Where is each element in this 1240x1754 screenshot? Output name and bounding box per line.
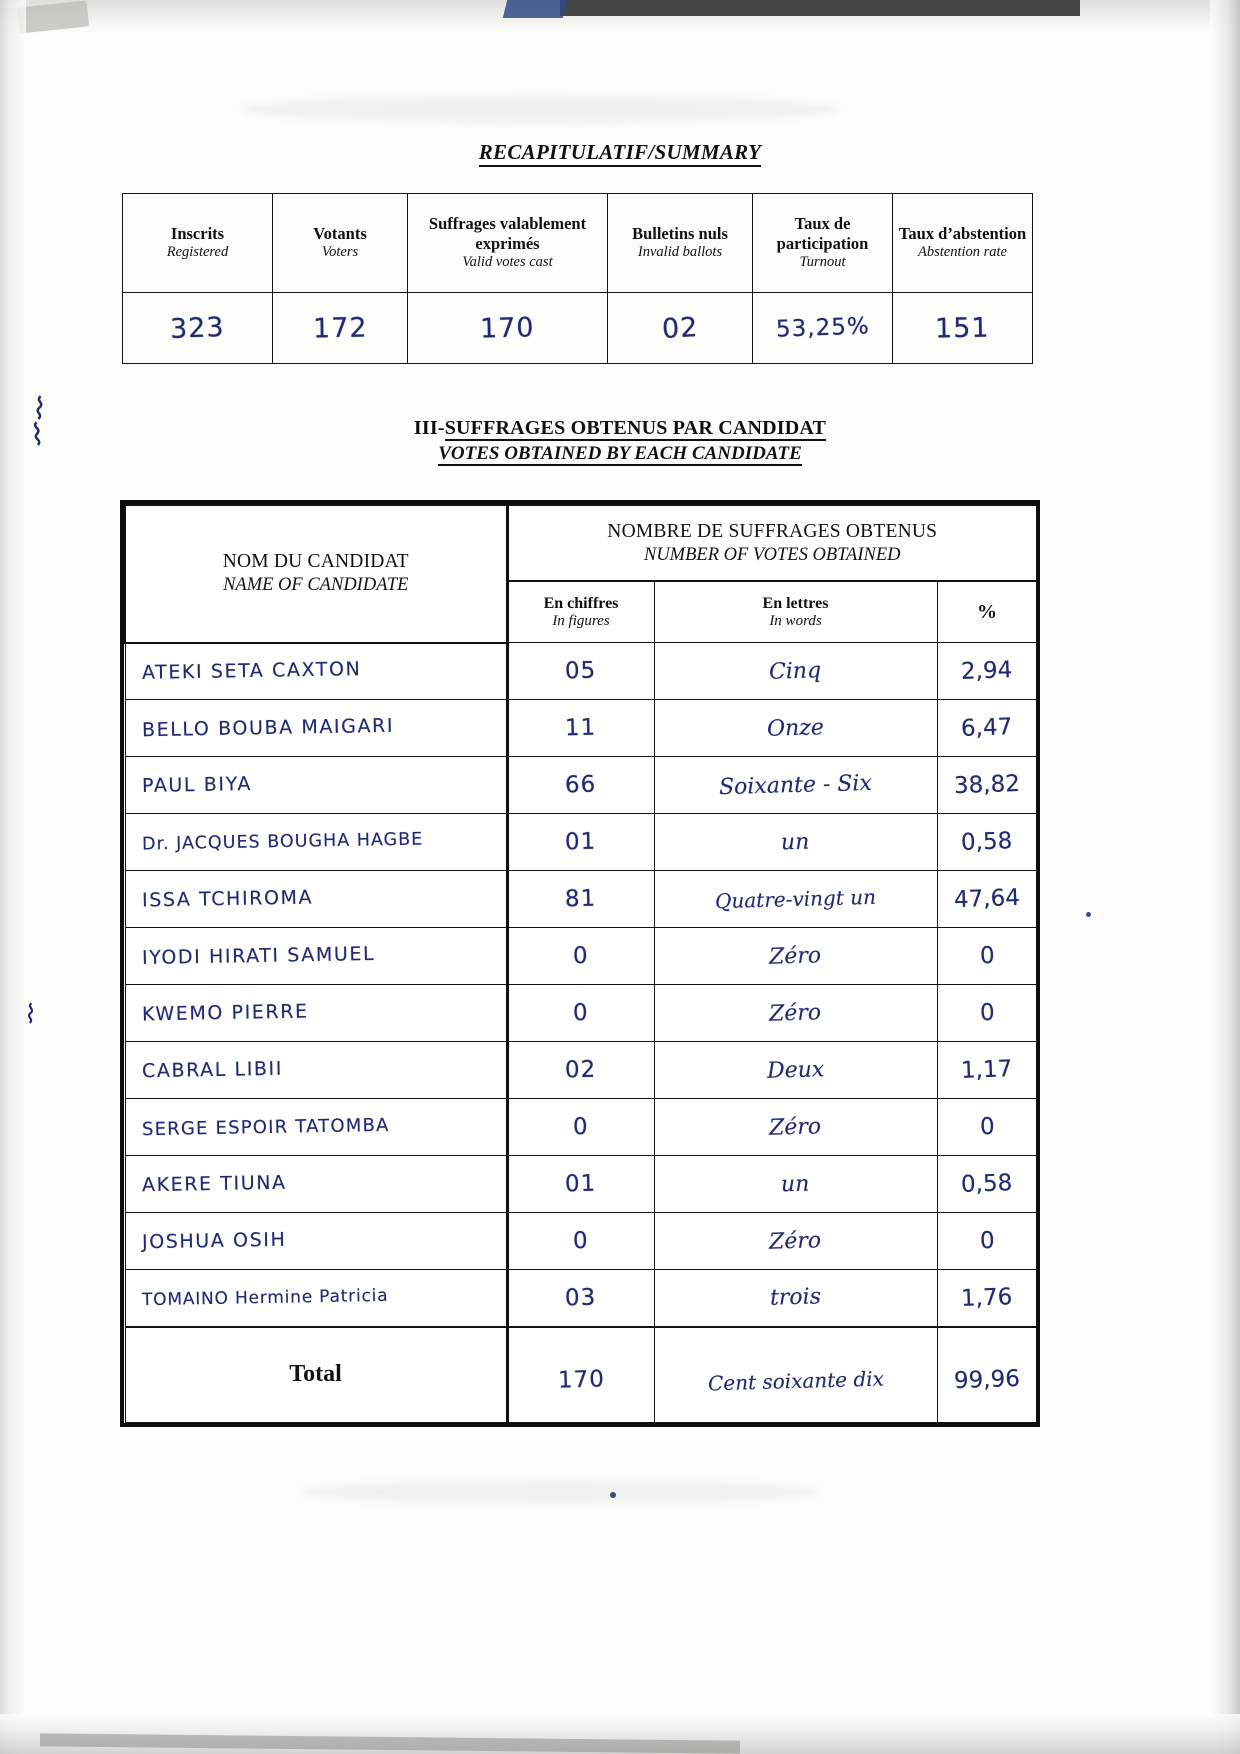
summary-header-abstention [893, 194, 1033, 293]
candidate-figures: 11 [565, 714, 597, 742]
candidate-name: TOMAINO Hermine Patricia [141, 1285, 389, 1310]
table-row [125, 1270, 1037, 1327]
candidate-words: Zéro [769, 999, 822, 1027]
candidate-figures: 01 [565, 1170, 597, 1198]
candidate-figures-cell [507, 928, 654, 985]
candidate-percent-cell [937, 1042, 1037, 1099]
candidate-figures-cell [507, 1156, 654, 1213]
total-figures: 170 [557, 1366, 605, 1394]
header-in-words-en: In words [769, 612, 822, 629]
candidate-table-header-row-main [125, 505, 1037, 581]
candidate-words: Zéro [769, 1227, 822, 1255]
header-votes-obtained [507, 505, 1037, 581]
scan-top-dark-band [560, 0, 1080, 16]
header-percent: % [937, 581, 1037, 643]
candidate-name-cell [125, 1213, 507, 1270]
table-row [125, 1156, 1037, 1213]
candidate-words: Zéro [769, 942, 822, 970]
candidate-figures-cell [507, 1042, 654, 1099]
section-heading [0, 417, 1240, 465]
summary-value-turnout-cell [753, 293, 893, 364]
summary-value-voters-cell [273, 293, 408, 364]
summary-header-abstention-en: Abstention rate [917, 244, 1007, 261]
scan-smudge [300, 1480, 820, 1504]
candidate-name: CABRAL LIBII [141, 1057, 283, 1083]
candidate-words: Quatre-vingt un [714, 884, 877, 914]
candidate-percent: 0 [979, 999, 995, 1027]
candidate-figures: 02 [565, 1056, 597, 1084]
candidate-percent-cell [937, 871, 1037, 928]
candidate-name-cell [125, 871, 507, 928]
summary-value-valid-votes-cell [408, 293, 608, 364]
section-number: III- [413, 417, 445, 439]
candidate-figures: 01 [565, 828, 597, 856]
table-row [125, 1042, 1037, 1099]
scan-right-edge [1210, 0, 1240, 1754]
header-in-figures-fr: En chiffres [543, 594, 619, 612]
summary-header-invalid-ballots-en: Invalid ballots [637, 244, 723, 261]
candidate-words-cell [654, 1156, 937, 1213]
total-percent-cell [937, 1327, 1037, 1423]
candidate-words-cell [654, 1213, 937, 1270]
candidate-figures: 66 [565, 771, 597, 799]
candidate-name-cell [125, 1042, 507, 1099]
candidate-figures-cell [507, 1213, 654, 1270]
candidate-words: Deux [766, 1056, 825, 1084]
candidate-name: JOSHUA OSIH [141, 1228, 287, 1254]
margin-pen-mark: ⌇ [30, 391, 49, 428]
candidate-figures: 0 [572, 1113, 590, 1141]
candidate-name: ATEKI SETA CAXTON [141, 658, 362, 685]
candidate-words-cell [654, 985, 937, 1042]
candidate-percent-cell [937, 1213, 1037, 1270]
page-title-summary [0, 140, 1240, 165]
section-heading-en-line [0, 443, 1240, 465]
candidate-words: un [780, 829, 811, 855]
summary-header-registered-fr: Inscrits [170, 224, 225, 244]
candidate-name: KWEMO PIERRE [141, 1000, 309, 1026]
candidate-name-cell [125, 1099, 507, 1156]
summary-header-valid-votes [408, 194, 608, 293]
header-in-words [654, 581, 937, 643]
header-in-figures [507, 581, 654, 643]
total-words: Cent soixante dix [707, 1366, 884, 1395]
candidate-figures: 0 [572, 942, 590, 970]
candidate-name-cell [125, 643, 507, 700]
candidate-name-cell [125, 700, 507, 757]
candidate-votes-table [124, 504, 1038, 1423]
candidate-name-cell [125, 928, 507, 985]
candidate-figures-cell [507, 1270, 654, 1327]
candidate-figures-cell [507, 871, 654, 928]
candidate-words: Cinq [769, 657, 822, 685]
ink-dot [610, 1492, 616, 1498]
summary-table [122, 193, 1033, 364]
candidate-name-cell [125, 1156, 507, 1213]
total-words-cell [654, 1327, 937, 1423]
candidate-name-cell [125, 757, 507, 814]
candidate-words: un [780, 1171, 811, 1197]
summary-header-registered-en: Registered [166, 244, 229, 261]
ink-dot [1086, 912, 1091, 917]
page-title-summary-text: RECAPITULATIF/SUMMARY [479, 140, 762, 167]
candidate-percent: 0,58 [960, 1170, 1014, 1198]
summary-value-row [123, 293, 1033, 364]
table-row-total [125, 1327, 1037, 1423]
candidate-words-cell [654, 1270, 937, 1327]
table-row [125, 985, 1037, 1042]
candidate-figures-cell [507, 814, 654, 871]
section-heading-en: VOTES OBTAINED BY EACH CANDIDATE [438, 443, 802, 464]
candidate-name-cell [125, 1270, 507, 1327]
candidate-name: BELLO BOUBA MAIGARI [141, 714, 394, 742]
candidate-figures-cell [507, 643, 654, 700]
candidate-words-cell [654, 700, 937, 757]
candidate-words-cell [654, 871, 937, 928]
header-in-figures-en: In figures [552, 612, 610, 629]
candidate-percent-cell [937, 1156, 1037, 1213]
summary-header-turnout-fr: Taux de participation [776, 214, 869, 254]
candidate-percent: 0,58 [960, 828, 1014, 856]
summary-value-turnout: 53,25% [775, 313, 870, 343]
candidate-words-cell [654, 643, 937, 700]
candidate-name-cell [125, 814, 507, 871]
candidate-percent-cell [937, 643, 1037, 700]
header-candidate-name-fr: NOM DU CANDIDAT [222, 551, 409, 573]
summary-header-voters [273, 194, 408, 293]
candidate-words-cell [654, 1042, 937, 1099]
candidate-percent: 0 [979, 942, 995, 970]
summary-header-voters-fr: Votants [313, 224, 367, 244]
summary-header-voters-en: Voters [321, 244, 359, 261]
candidate-name: IYODI HIRATI SAMUEL [141, 942, 375, 970]
total-percent: 99,96 [953, 1365, 1021, 1395]
header-candidate-name [125, 505, 507, 643]
candidate-percent: 47,64 [953, 884, 1021, 914]
candidate-percent-cell [937, 757, 1037, 814]
candidate-percent: 0 [979, 1227, 995, 1255]
candidate-percent: 38,82 [953, 770, 1021, 800]
candidate-percent-cell [937, 700, 1037, 757]
candidate-percent: 6,47 [960, 714, 1014, 742]
scan-blue-mark [503, 0, 567, 18]
summary-value-voters: 172 [312, 312, 368, 344]
total-label: Total [125, 1327, 507, 1423]
candidate-percent: 2,94 [960, 657, 1014, 685]
candidate-figures: 0 [572, 1227, 590, 1255]
summary-value-invalid-ballots-cell [608, 293, 753, 364]
candidate-votes-table-wrapper [120, 500, 1040, 1427]
summary-header-valid-votes-fr: Suffrages valablement exprimés [428, 214, 587, 254]
candidate-figures: 03 [565, 1284, 597, 1312]
summary-value-valid-votes: 170 [479, 311, 536, 345]
margin-pen-mark: ⌇ [22, 999, 38, 1031]
candidate-figures-cell [507, 1099, 654, 1156]
candidate-figures: 0 [572, 999, 590, 1027]
table-row [125, 700, 1037, 757]
candidate-name: Dr. JACQUES BOUGHA HAGBE [141, 829, 423, 855]
candidate-name: PAUL BIYA [141, 773, 252, 797]
candidate-words-cell [654, 757, 937, 814]
summary-value-invalid-ballots: 02 [661, 311, 699, 345]
candidate-words: trois [769, 1284, 822, 1311]
table-row [125, 1213, 1037, 1270]
candidate-words-cell [654, 1099, 937, 1156]
candidate-figures-cell [507, 757, 654, 814]
candidate-words-cell [654, 814, 937, 871]
table-row [125, 643, 1037, 700]
summary-header-turnout-en: Turnout [799, 254, 846, 271]
section-heading-fr: SUFFRAGES OBTENUS PAR CANDIDAT [444, 417, 827, 439]
candidate-figures: 05 [565, 657, 597, 685]
candidate-percent-cell [937, 1270, 1037, 1327]
candidate-table-body [125, 643, 1037, 1423]
candidate-figures-cell [507, 700, 654, 757]
candidate-percent-cell [937, 985, 1037, 1042]
summary-header-turnout [753, 194, 893, 293]
candidate-percent-cell [937, 1099, 1037, 1156]
summary-value-abstention-cell [893, 293, 1033, 364]
candidate-percent-cell [937, 814, 1037, 871]
candidate-percent: 0 [979, 1113, 995, 1141]
summary-value-registered: 323 [169, 311, 226, 345]
summary-header-row [123, 194, 1033, 293]
candidate-percent-cell [937, 928, 1037, 985]
summary-header-abstention-fr: Taux d’abstention [898, 224, 1027, 244]
margin-pen-mark: ⌇ [28, 417, 46, 454]
summary-header-invalid-ballots-fr: Bulletins nuls [632, 224, 728, 244]
candidate-name: SERGE ESPOIR TATOMBA [141, 1114, 390, 1140]
table-row [125, 814, 1037, 871]
summary-value-abstention: 151 [934, 312, 991, 344]
header-in-words-fr: En lettres [762, 594, 829, 612]
table-row [125, 1099, 1037, 1156]
candidate-percent: 1,17 [960, 1056, 1014, 1084]
header-votes-obtained-en: NUMBER OF VOTES OBTAINED [643, 544, 901, 565]
table-row [125, 757, 1037, 814]
candidate-words: Zéro [769, 1113, 822, 1141]
candidate-figures: 81 [565, 885, 597, 913]
candidate-words: Onze [766, 714, 825, 742]
header-votes-obtained-fr: NOMBRE DE SUFFRAGES OBTENUS [607, 520, 938, 542]
summary-header-invalid-ballots [608, 194, 753, 293]
total-figures-cell [507, 1327, 654, 1423]
candidate-words: Soixante - Six [718, 770, 873, 800]
table-row [125, 871, 1037, 928]
candidate-name-cell [125, 985, 507, 1042]
summary-header-valid-votes-en: Valid votes cast [462, 254, 553, 271]
candidate-percent: 1,76 [960, 1283, 1014, 1312]
scan-smudge [240, 95, 840, 123]
section-heading-fr-line [0, 417, 1240, 440]
header-candidate-name-en: NAME OF CANDIDATE [223, 575, 409, 596]
scan-left-edge [0, 0, 26, 1754]
candidate-name: AKERE TIUNA [141, 1171, 287, 1197]
candidate-figures-cell [507, 985, 654, 1042]
summary-header-registered [123, 194, 273, 293]
summary-value-registered-cell [123, 293, 273, 364]
table-row [125, 928, 1037, 985]
candidate-name: ISSA TCHIROMA [141, 886, 313, 912]
candidate-words-cell [654, 928, 937, 985]
